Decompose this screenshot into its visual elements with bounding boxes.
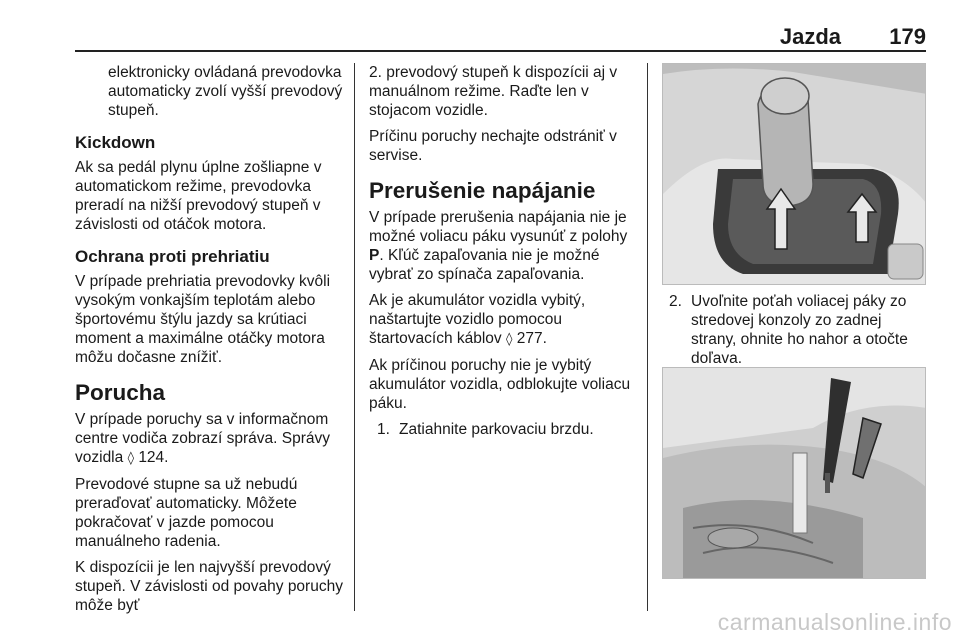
page-ref-link[interactable]: 124. — [138, 449, 169, 466]
continuation-text: 2. prevodový stupeň k dispozícii aj v manuálnom režime. Raďte len v stojacom vozidle. — [369, 64, 618, 119]
service-text: Príčinu poruchy nechajte odstrániť v servise. — [369, 128, 617, 164]
step-number: 2. — [669, 293, 682, 310]
step-2 — [669, 292, 926, 368]
column-divider — [354, 63, 355, 611]
gear-lever-illustration — [662, 63, 926, 285]
page-header — [75, 20, 926, 48]
page-ref-icon: ◊ — [127, 451, 134, 466]
step-text: Uvoľnite poťah voliacej páky zo stredovej konzoly zo zadnej strany, ohnite ho nahor a otočte doľava. — [691, 293, 908, 367]
step-number: 1. — [377, 421, 390, 438]
unlock-text: Ak príčinou poruchy nie je vybitý akumulátor vozidla, odblokujte voliacu páku. — [369, 357, 631, 412]
power-text: V prípade prerušenia napájania nie je možné voliacu páku vysunúť z polohy P. Kľúč zapaľovania nie je možné vybrať zo spínača zapaľovania. — [369, 209, 628, 283]
park-position-label: P — [369, 247, 380, 264]
fault-text: V prípade poruchy sa v informačnom centre vodiča zobrazí správa. Správy vozidla ◊ 124. — [75, 411, 331, 466]
kickdown-heading: Kickdown — [75, 133, 156, 152]
battery-text: Ak je akumulátor vozidla vybitý, naštartujte vozidlo pomocou štartovacích káblov ◊ 277. — [369, 292, 586, 347]
column-divider — [647, 63, 648, 611]
page-ref-icon: ◊ — [506, 332, 513, 347]
column-left — [75, 63, 345, 622]
page-ref-link[interactable]: 277. — [516, 330, 547, 347]
overheat-heading: Ochrana proti prehriatiu — [75, 247, 270, 266]
kickdown-text: Ak sa pedál plynu úplne zošliapne v automatickom režime, prevodovka preradí na nižší prevodový stupeň v závislosti od otáčok motora. — [75, 159, 322, 233]
header-rule — [75, 50, 926, 52]
section-title: Jazda — [779, 24, 841, 49]
column-middle — [369, 63, 636, 439]
intro-text: elektronicky ovládaná prevodovka automaticky zvolí vyšší prevodový stupeň. — [108, 64, 343, 119]
fault-text-gear: K dispozícii je len najvyšší prevodový stupeň. V závislosti od povahy poruchy môže byť — [75, 559, 343, 614]
watermark: carmanualsonline.info — [717, 609, 952, 635]
fault-text-manual: Prevodové stupne sa už nebudú preraďovať automaticky. Môžete pokračovať v jazde pomocou manuálneho radenia. — [75, 476, 298, 550]
console-cover-illustration — [662, 367, 926, 579]
fault-heading: Porucha — [75, 380, 166, 405]
overheat-text: V prípade prehriatia prevodovky kvôli vysokým vonkajším teplotám alebo športovému štýlu jazdy sa krútiaci moment a maximálne otáčky motora môžu dočasne znížiť. — [75, 273, 331, 366]
step-1 — [369, 420, 636, 439]
power-heading: Prerušenie napájanie — [369, 178, 596, 203]
page-number: 179 — [889, 24, 926, 49]
step-text: Zatiahnite parkovaciu brzdu. — [399, 421, 594, 438]
